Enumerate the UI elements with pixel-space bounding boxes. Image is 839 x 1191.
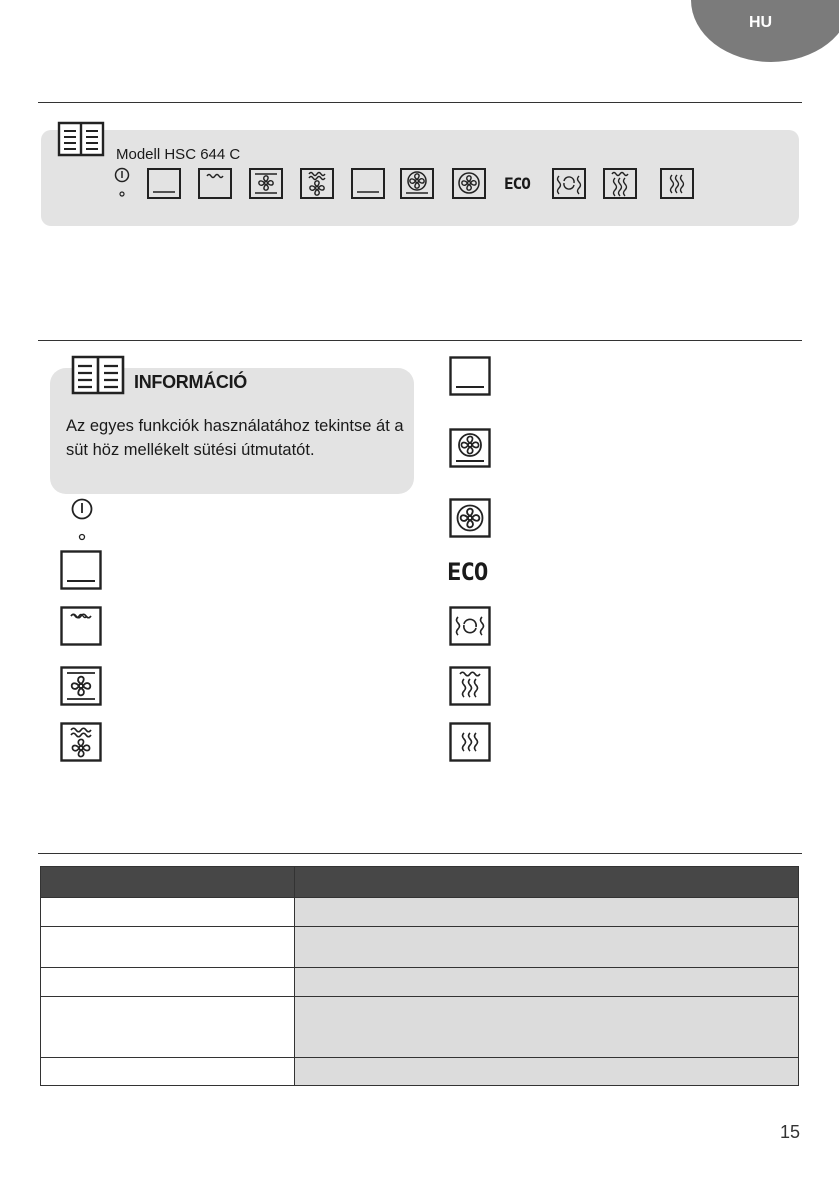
- oven-defrost-icon: [449, 606, 491, 646]
- eco-icon: ECO: [504, 174, 530, 193]
- eco-icon: ECO: [447, 558, 488, 586]
- oven-steam-icon: [449, 722, 491, 762]
- table-cell: [295, 898, 799, 927]
- table-header-cell: [295, 867, 799, 898]
- language-tab: [691, 0, 839, 62]
- oven-fan-ring-bottom-icon: [449, 428, 491, 468]
- oven-fan-top-bottom-icon: [249, 168, 283, 199]
- oven-fan-grill-icon: [60, 722, 102, 762]
- oven-grill-steam-icon: [603, 168, 637, 199]
- oven-fan-ring-bottom-icon: [400, 168, 434, 199]
- table-row: [41, 898, 799, 927]
- oven-bottom-heat-icon: [351, 168, 385, 199]
- table-header-row: [41, 867, 799, 898]
- table-cell: [41, 968, 295, 997]
- oven-fan-grill-icon: [300, 168, 334, 199]
- info-text: Az egyes funkciók használatához tekintse át a süt höz mellékelt sütési útmutatót.: [66, 417, 404, 459]
- oven-fan-ring-icon: [452, 168, 486, 199]
- oven-bottom-heat-icon: [147, 168, 181, 199]
- power-icon: [114, 168, 130, 198]
- table-cell: [41, 997, 295, 1058]
- oven-defrost-icon: [552, 168, 586, 199]
- section-divider: [38, 102, 802, 103]
- table-row: [41, 997, 799, 1058]
- table-cell: [295, 1058, 799, 1086]
- table-cell: [41, 898, 295, 927]
- oven-steam-icon: [660, 168, 694, 199]
- table-cell: [295, 968, 799, 997]
- oven-bottom-heat-icon: [60, 550, 102, 590]
- table-cell: [295, 997, 799, 1058]
- table-row: [41, 1058, 799, 1086]
- oven-bottom-heat-icon: [449, 356, 491, 396]
- table-cell: [41, 1058, 295, 1086]
- table-header-cell: [41, 867, 295, 898]
- oven-fan-ring-icon: [449, 498, 491, 538]
- manual-book-icon: [70, 354, 128, 398]
- power-icon: [71, 498, 93, 544]
- table-cell: [295, 927, 799, 968]
- manual-book-icon: [56, 120, 108, 160]
- section-divider: [38, 340, 802, 341]
- page-number: 15: [779, 1122, 800, 1142]
- oven-fan-top-bottom-icon: [60, 666, 102, 706]
- oven-top-heat-icon: [60, 606, 102, 646]
- spec-table: [40, 866, 799, 1086]
- table-cell: [41, 927, 295, 968]
- model-title: Modell HSC 644 C: [116, 146, 241, 163]
- table-row: [41, 927, 799, 968]
- oven-grill-steam-icon: [449, 666, 491, 706]
- info-heading: INFORMÁCIÓ: [134, 372, 247, 392]
- table-row: [41, 968, 799, 997]
- language-label: HU: [749, 14, 773, 31]
- oven-top-heat-icon: [198, 168, 232, 199]
- section-divider: [38, 853, 802, 854]
